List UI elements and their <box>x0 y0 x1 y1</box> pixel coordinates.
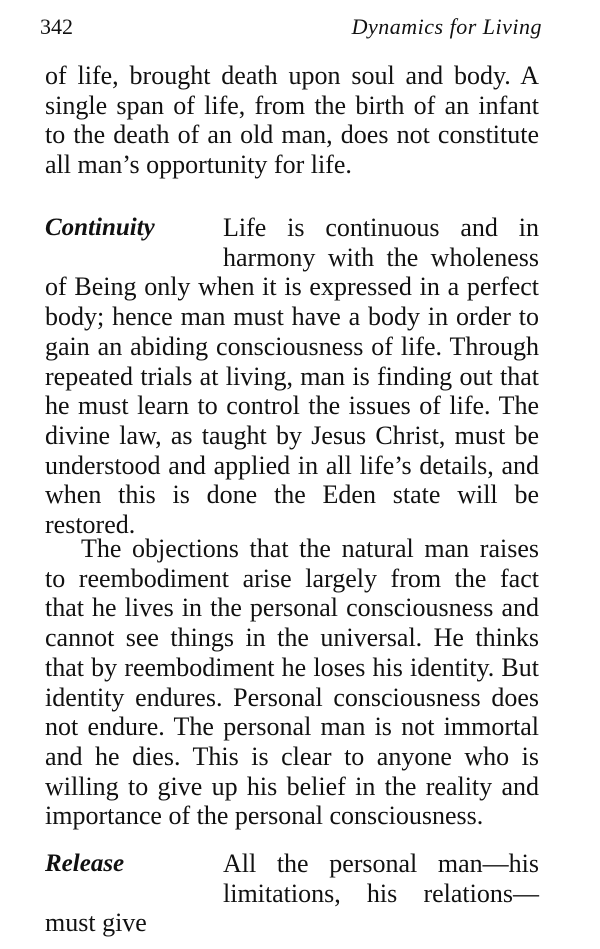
continuity-section <box>45 213 539 540</box>
objections-paragraph: The objections that the natural man raises to reembodiment arise largely from the fact that he lives in the personal consciousness and cannot see things in the universal. He thinks that by reembodiment he loses his identity. But identity endures. Personal consciousness does not endure. The personal man is not immortal and he dies. This is clear to anyone who is willing to give up his belief in the reality and importance of the personal consciousness. <box>45 534 539 831</box>
opening-paragraph: of life, brought death upon soul and body. A single span of life, from the birth of an infant to the death of an old man, does not constitute all man’s opportunity for life. <box>45 61 539 180</box>
page-header <box>40 14 542 44</box>
continuity-heading: Continuity <box>45 214 155 241</box>
release-section <box>45 849 539 938</box>
release-heading: Release <box>45 850 125 877</box>
running-title: Dynamics for Living <box>351 14 542 39</box>
release-paragraph: All the personal man—his limitations, his relations—must give <box>45 849 539 938</box>
page-number: 342 <box>40 14 73 39</box>
continuity-paragraph: Life is continuous and in harmony with the wholeness of Being only when it is expressed in a perfect body; hence man must have a body in order to gain an abiding consciousness of life. Through repeated trials at living, man is finding out that he must learn to control the issues of life. The divine law, as taught by Jesus Christ, must be understood and applied in all life’s details, and when this is done the Eden state will be restored. <box>45 213 539 540</box>
